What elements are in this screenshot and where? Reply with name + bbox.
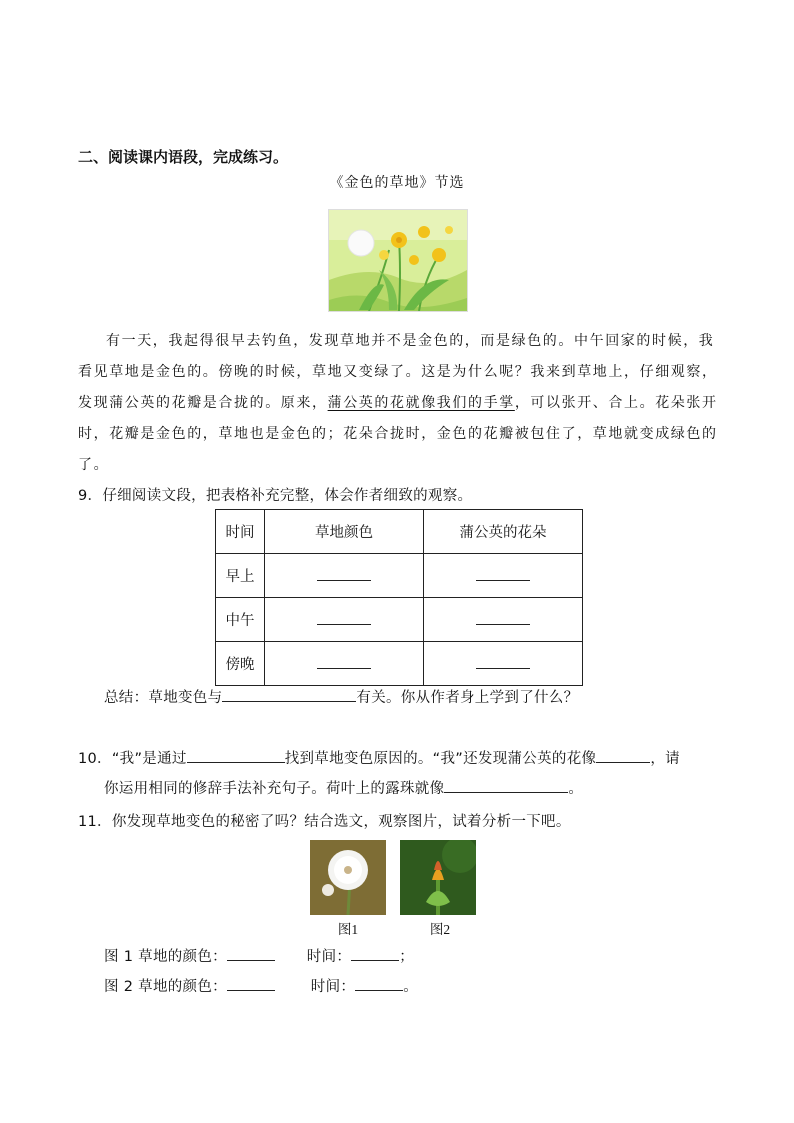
answer-blank[interactable] (476, 654, 530, 669)
table-header: 时间 (216, 510, 265, 554)
row-label: 中午 (216, 598, 265, 642)
question-10-line1: 10．“我”是通过 找到草地变色原因的。“我”还发现蒲公英的花像 ，请 (78, 747, 680, 768)
row-label: 早上 (216, 554, 265, 598)
figure-1-caption: 图1 (337, 922, 359, 937)
dewdrop-blank[interactable] (444, 778, 568, 793)
answer-blank[interactable] (317, 654, 371, 669)
answer-blank[interactable] (476, 566, 530, 581)
question-10-line2: 你运用相同的修辞手法补充句子。荷叶上的露珠就像 。 (104, 777, 583, 798)
section-title: 二、阅读课内语段，完成练习。 (78, 148, 289, 166)
fig1-time-blank[interactable] (351, 946, 399, 961)
table-header: 蒲公英的花朵 (424, 510, 583, 554)
figure-2-caption: 图2 (429, 922, 451, 937)
figure-2-closed-dandelion (400, 840, 476, 915)
answer-blank[interactable] (476, 610, 530, 625)
table-header: 草地颜色 (265, 510, 424, 554)
answer-blank[interactable] (317, 610, 371, 625)
method-blank[interactable] (187, 748, 285, 763)
simile-blank[interactable] (596, 748, 650, 763)
figure-1-dandelion-seedhead (310, 840, 386, 915)
passage-title: 《金色的草地》节选 (329, 175, 465, 191)
question-9: 9．仔细阅读文段，把表格补充完整，体会作者细致的观察。 (78, 488, 473, 504)
figure-2-answer-row: 图 2 草地的颜色： 时间： 。 (104, 975, 418, 996)
fig2-time-blank[interactable] (355, 976, 403, 991)
passage-text: 有一天，我起得很早去钓鱼，发现草地并不是金色的，而是绿色的。中午回家的时候，我看见草地是金色的。傍晚的时候，草地又变绿了。这是为什么呢？我来到草地上，仔细观察，发现蒲公英的花瓣是合拢的。原来，蒲公英的花就像我们的手掌，可以张开、合上。花朵张开时，花瓣是金色的，草地也是金色的；花朵合拢时，金色的花瓣被包住了，草地就变成绿色的了。 (78, 333, 718, 473)
summary-blank[interactable] (222, 687, 356, 702)
table-row (216, 598, 583, 642)
observation-table (215, 509, 583, 686)
summary-line: 总结：草地变色与 有关。你从作者身上学到了什么？ (104, 686, 578, 707)
table-row (216, 642, 583, 686)
table-row (216, 554, 583, 598)
figure-1-answer-row: 图 1 草地的颜色： 时间： ； (104, 945, 414, 966)
underlined-phrase: 蒲公英的花就像我们的手掌 (327, 395, 515, 411)
fig2-color-blank[interactable] (227, 976, 275, 991)
question-11: 11．你发现草地变色的秘密了吗？结合选文，观察图片，试着分析一下吧。 (78, 814, 571, 830)
answer-blank[interactable] (317, 566, 371, 581)
dandelion-illustration (328, 209, 468, 312)
fig1-color-blank[interactable] (227, 946, 275, 961)
row-label: 傍晚 (216, 642, 265, 686)
